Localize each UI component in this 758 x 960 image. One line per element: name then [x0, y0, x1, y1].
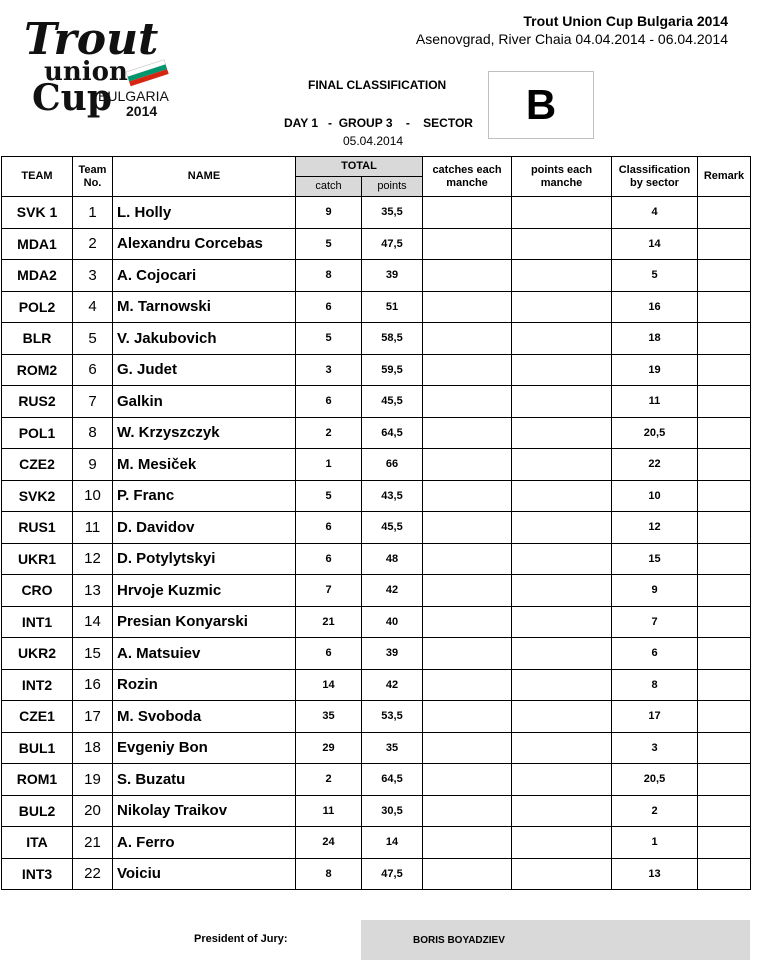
- name-cell: M. Mesiček: [113, 449, 296, 481]
- classification-date: 05.04.2014: [343, 134, 404, 148]
- points-cell: 51: [362, 291, 423, 323]
- points-cell: 42: [362, 669, 423, 701]
- team-cell: BLR: [2, 323, 73, 355]
- name-cell: M. Svoboda: [113, 701, 296, 733]
- points-cell: 43,5: [362, 480, 423, 512]
- classification-cell: 20,5: [612, 764, 698, 796]
- team-no-cell: 6: [73, 354, 113, 386]
- classification-cell: 3: [612, 732, 698, 764]
- catches-each-manche-cell: [423, 228, 512, 260]
- col-classification-by-sector: Classification by sector: [612, 157, 698, 197]
- name-cell: Evgeniy Bon: [113, 732, 296, 764]
- name-cell: G. Judet: [113, 354, 296, 386]
- table-row: [2, 701, 751, 733]
- classification-cell: 4: [612, 197, 698, 229]
- catches-each-manche-cell: [423, 732, 512, 764]
- points-cell: 58,5: [362, 323, 423, 355]
- remark-cell: [698, 449, 751, 481]
- team-no-cell: 9: [73, 449, 113, 481]
- catches-each-manche-cell: [423, 795, 512, 827]
- catch-cell: 6: [296, 386, 362, 418]
- team-no-cell: 22: [73, 858, 113, 890]
- team-no-cell: 20: [73, 795, 113, 827]
- team-cell: ITA: [2, 827, 73, 859]
- team-cell: POL1: [2, 417, 73, 449]
- catch-cell: 9: [296, 197, 362, 229]
- remark-cell: [698, 606, 751, 638]
- name-cell: Rozin: [113, 669, 296, 701]
- classification-cell: 22: [612, 449, 698, 481]
- remark-cell: [698, 386, 751, 418]
- team-cell: ROM1: [2, 764, 73, 796]
- team-no-cell: 16: [73, 669, 113, 701]
- remark-cell: [698, 858, 751, 890]
- team-no-cell: 5: [73, 323, 113, 355]
- name-cell: P. Franc: [113, 480, 296, 512]
- team-cell: SVK 1: [2, 197, 73, 229]
- classification-cell: 14: [612, 228, 698, 260]
- col-points: points: [362, 177, 423, 197]
- points-cell: 53,5: [362, 701, 423, 733]
- table-row: [2, 480, 751, 512]
- team-cell: CRO: [2, 575, 73, 607]
- points-each-manche-cell: [512, 575, 612, 607]
- catches-each-manche-cell: [423, 480, 512, 512]
- team-cell: MDA1: [2, 228, 73, 260]
- points-each-manche-cell: [512, 606, 612, 638]
- remark-cell: [698, 732, 751, 764]
- catch-cell: 5: [296, 228, 362, 260]
- remark-cell: [698, 323, 751, 355]
- catch-cell: 11: [296, 795, 362, 827]
- classification-cell: 9: [612, 575, 698, 607]
- points-cell: 40: [362, 606, 423, 638]
- remark-cell: [698, 197, 751, 229]
- table-row: [2, 795, 751, 827]
- logo-line3: Cup: [32, 77, 112, 119]
- remark-cell: [698, 354, 751, 386]
- points-cell: 14: [362, 827, 423, 859]
- points-cell: 39: [362, 260, 423, 292]
- catches-each-manche-cell: [423, 669, 512, 701]
- points-cell: 48: [362, 543, 423, 575]
- catch-cell: 2: [296, 417, 362, 449]
- points-each-manche-cell: [512, 386, 612, 418]
- team-no-cell: 13: [73, 575, 113, 607]
- president-of-jury-label: President of Jury:: [194, 933, 288, 945]
- table-row: [2, 606, 751, 638]
- classification-cell: 12: [612, 512, 698, 544]
- catches-each-manche-cell: [423, 197, 512, 229]
- team-no-cell: 11: [73, 512, 113, 544]
- logo-year: 2014: [126, 103, 158, 119]
- team-no-cell: 15: [73, 638, 113, 670]
- classification-cell: 1: [612, 827, 698, 859]
- catch-cell: 1: [296, 449, 362, 481]
- classification-cell: 7: [612, 606, 698, 638]
- team-no-cell: 18: [73, 732, 113, 764]
- catches-each-manche-cell: [423, 701, 512, 733]
- catch-cell: 29: [296, 732, 362, 764]
- team-cell: ROM2: [2, 354, 73, 386]
- catches-each-manche-cell: [423, 449, 512, 481]
- sector-letter: B: [488, 71, 594, 139]
- table-row: [2, 575, 751, 607]
- col-name: NAME: [113, 157, 296, 197]
- catches-each-manche-cell: [423, 386, 512, 418]
- table-row: [2, 260, 751, 292]
- event-place: Asenovgrad, River Chaia 04.04.2014 - 06.04.2014: [415, 31, 728, 47]
- catches-each-manche-cell: [423, 827, 512, 859]
- col-remark: Remark: [698, 157, 751, 197]
- table-row: [2, 197, 751, 229]
- catch-cell: 24: [296, 827, 362, 859]
- name-cell: Voiciu: [113, 858, 296, 890]
- team-cell: MDA2: [2, 260, 73, 292]
- name-cell: W. Krzyszczyk: [113, 417, 296, 449]
- catch-cell: 6: [296, 512, 362, 544]
- points-each-manche-cell: [512, 701, 612, 733]
- classification-cell: 11: [612, 386, 698, 418]
- event-title: Trout Union Cup Bulgaria 2014: [523, 13, 728, 29]
- points-each-manche-cell: [512, 291, 612, 323]
- team-no-cell: 2: [73, 228, 113, 260]
- classification-title: FINAL CLASSIFICATION: [308, 78, 447, 92]
- team-cell: BUL2: [2, 795, 73, 827]
- name-cell: L. Holly: [113, 197, 296, 229]
- catches-each-manche-cell: [423, 512, 512, 544]
- points-cell: 45,5: [362, 512, 423, 544]
- name-cell: D. Davidov: [113, 512, 296, 544]
- catches-each-manche-cell: [423, 543, 512, 575]
- points-each-manche-cell: [512, 795, 612, 827]
- name-cell: D. Potylytskyi: [113, 543, 296, 575]
- results-table: [1, 156, 751, 890]
- points-cell: 47,5: [362, 228, 423, 260]
- catch-cell: 35: [296, 701, 362, 733]
- catch-cell: 7: [296, 575, 362, 607]
- name-cell: Alexandru Corcebas: [113, 228, 296, 260]
- table-row: [2, 386, 751, 418]
- catch-cell: 8: [296, 858, 362, 890]
- points-each-manche-cell: [512, 323, 612, 355]
- remark-cell: [698, 291, 751, 323]
- catches-each-manche-cell: [423, 354, 512, 386]
- remark-cell: [698, 669, 751, 701]
- remark-cell: [698, 795, 751, 827]
- table-row: [2, 669, 751, 701]
- name-cell: A. Matsuiev: [113, 638, 296, 670]
- col-catches-each-manche: catches each manche: [423, 157, 512, 197]
- catches-each-manche-cell: [423, 291, 512, 323]
- points-cell: 42: [362, 575, 423, 607]
- remark-cell: [698, 543, 751, 575]
- team-no-cell: 4: [73, 291, 113, 323]
- catch-cell: 5: [296, 480, 362, 512]
- catch-cell: 14: [296, 669, 362, 701]
- points-cell: 35,5: [362, 197, 423, 229]
- catch-cell: 6: [296, 543, 362, 575]
- points-each-manche-cell: [512, 638, 612, 670]
- name-cell: V. Jakubovich: [113, 323, 296, 355]
- points-cell: 39: [362, 638, 423, 670]
- points-each-manche-cell: [512, 543, 612, 575]
- logo-line1: Trout: [24, 14, 159, 65]
- table-row: [2, 449, 751, 481]
- remark-cell: [698, 575, 751, 607]
- team-no-cell: 14: [73, 606, 113, 638]
- team-no-cell: 3: [73, 260, 113, 292]
- remark-cell: [698, 764, 751, 796]
- remark-cell: [698, 638, 751, 670]
- classification-cell: 8: [612, 669, 698, 701]
- points-cell: 64,5: [362, 417, 423, 449]
- classification-cell: 6: [612, 638, 698, 670]
- team-cell: INT2: [2, 669, 73, 701]
- points-cell: 35: [362, 732, 423, 764]
- name-cell: M. Tarnowski: [113, 291, 296, 323]
- col-team: TEAM: [2, 157, 73, 197]
- team-no-cell: 21: [73, 827, 113, 859]
- name-cell: Galkin: [113, 386, 296, 418]
- points-cell: 59,5: [362, 354, 423, 386]
- team-cell: UKR1: [2, 543, 73, 575]
- points-each-manche-cell: [512, 512, 612, 544]
- name-cell: A. Cojocari: [113, 260, 296, 292]
- points-cell: 66: [362, 449, 423, 481]
- points-cell: 47,5: [362, 858, 423, 890]
- points-each-manche-cell: [512, 449, 612, 481]
- team-no-cell: 19: [73, 764, 113, 796]
- table-row: [2, 827, 751, 859]
- table-row: [2, 417, 751, 449]
- points-each-manche-cell: [512, 858, 612, 890]
- table-row: [2, 638, 751, 670]
- classification-cell: 10: [612, 480, 698, 512]
- table-row: [2, 543, 751, 575]
- remark-cell: [698, 701, 751, 733]
- team-no-cell: 1: [73, 197, 113, 229]
- col-team-no: Team No.: [73, 157, 113, 197]
- col-points-each-manche: points each manche: [512, 157, 612, 197]
- catch-cell: 8: [296, 260, 362, 292]
- team-no-cell: 17: [73, 701, 113, 733]
- classification-cell: 2: [612, 795, 698, 827]
- team-cell: RUS2: [2, 386, 73, 418]
- name-cell: Nikolay Traikov: [113, 795, 296, 827]
- catches-each-manche-cell: [423, 858, 512, 890]
- name-cell: Hrvoje Kuzmic: [113, 575, 296, 607]
- classification-cell: 5: [612, 260, 698, 292]
- remark-cell: [698, 480, 751, 512]
- col-total: TOTAL: [296, 157, 423, 177]
- points-each-manche-cell: [512, 260, 612, 292]
- classification-cell: 19: [612, 354, 698, 386]
- points-each-manche-cell: [512, 732, 612, 764]
- results-body: [2, 197, 751, 890]
- logo-graphic: [22, 14, 172, 122]
- table-row: [2, 354, 751, 386]
- remark-cell: [698, 228, 751, 260]
- team-no-cell: 12: [73, 543, 113, 575]
- table-row: [2, 323, 751, 355]
- table-row: [2, 764, 751, 796]
- classification-cell: 20,5: [612, 417, 698, 449]
- president-of-jury-name: BORIS BOYADZIEV: [361, 920, 750, 960]
- remark-cell: [698, 260, 751, 292]
- catch-cell: 5: [296, 323, 362, 355]
- table-row: [2, 291, 751, 323]
- points-each-manche-cell: [512, 228, 612, 260]
- catch-cell: 21: [296, 606, 362, 638]
- classification-cell: 15: [612, 543, 698, 575]
- catch-cell: 3: [296, 354, 362, 386]
- catches-each-manche-cell: [423, 417, 512, 449]
- team-cell: UKR2: [2, 638, 73, 670]
- name-cell: S. Buzatu: [113, 764, 296, 796]
- team-no-cell: 8: [73, 417, 113, 449]
- team-cell: POL2: [2, 291, 73, 323]
- team-no-cell: 7: [73, 386, 113, 418]
- logo-line2: union: [44, 57, 128, 87]
- points-cell: 45,5: [362, 386, 423, 418]
- team-cell: SVK2: [2, 480, 73, 512]
- points-each-manche-cell: [512, 669, 612, 701]
- name-cell: Presian Konyarski: [113, 606, 296, 638]
- points-each-manche-cell: [512, 417, 612, 449]
- points-each-manche-cell: [512, 480, 612, 512]
- catches-each-manche-cell: [423, 638, 512, 670]
- remark-cell: [698, 417, 751, 449]
- team-cell: BUL1: [2, 732, 73, 764]
- event-info: [416, 12, 728, 48]
- catch-cell: 6: [296, 291, 362, 323]
- catch-cell: 6: [296, 638, 362, 670]
- catches-each-manche-cell: [423, 764, 512, 796]
- name-cell: A. Ferro: [113, 827, 296, 859]
- team-cell: INT3: [2, 858, 73, 890]
- table-row: [2, 732, 751, 764]
- table-row: [2, 228, 751, 260]
- col-catch: catch: [296, 177, 362, 197]
- points-each-manche-cell: [512, 827, 612, 859]
- points-each-manche-cell: [512, 764, 612, 796]
- table-row: [2, 858, 751, 890]
- table-row: [2, 512, 751, 544]
- classification-cell: 17: [612, 701, 698, 733]
- classification-cell: 13: [612, 858, 698, 890]
- team-cell: INT1: [2, 606, 73, 638]
- classification-cell: 18: [612, 323, 698, 355]
- points-each-manche-cell: [512, 354, 612, 386]
- catches-each-manche-cell: [423, 606, 512, 638]
- catches-each-manche-cell: [423, 323, 512, 355]
- logo-country: BULGARIA: [98, 88, 169, 104]
- remark-cell: [698, 512, 751, 544]
- catches-each-manche-cell: [423, 575, 512, 607]
- team-cell: CZE2: [2, 449, 73, 481]
- points-cell: 64,5: [362, 764, 423, 796]
- catches-each-manche-cell: [423, 260, 512, 292]
- points-each-manche-cell: [512, 197, 612, 229]
- remark-cell: [698, 827, 751, 859]
- catch-cell: 2: [296, 764, 362, 796]
- team-no-cell: 10: [73, 480, 113, 512]
- classification-cell: 16: [612, 291, 698, 323]
- points-cell: 30,5: [362, 795, 423, 827]
- team-cell: RUS1: [2, 512, 73, 544]
- day-group-sector: DAY 1 - GROUP 3 - SECTOR: [284, 116, 473, 130]
- trout-union-cup-logo: [22, 14, 172, 122]
- team-cell: CZE1: [2, 701, 73, 733]
